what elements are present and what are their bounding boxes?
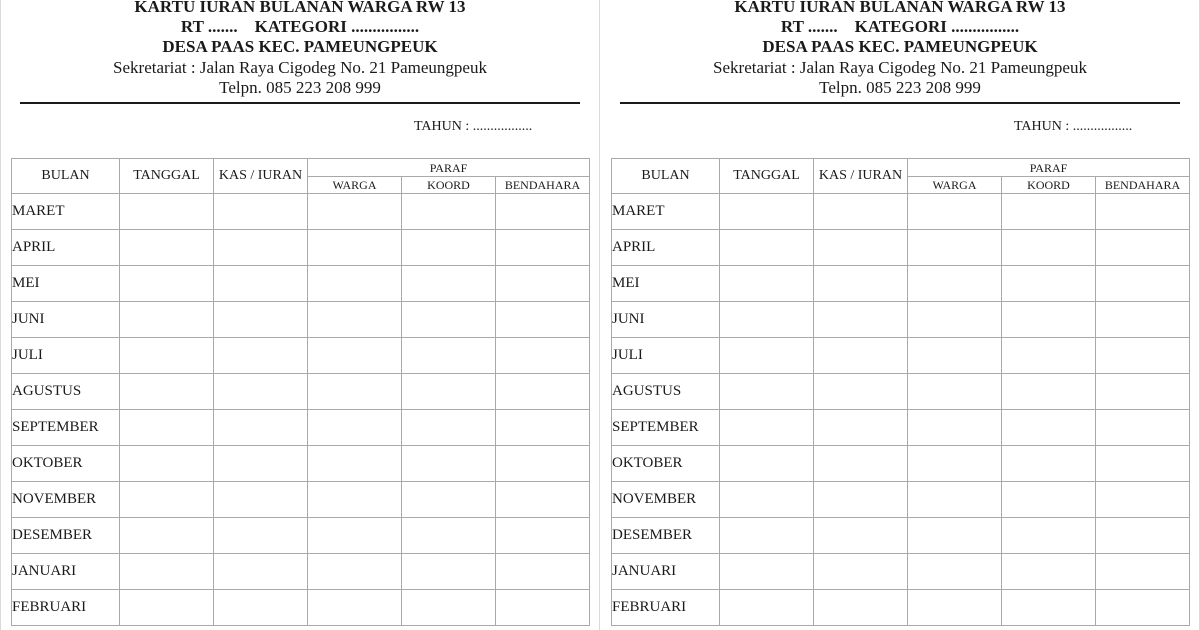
table-row	[612, 302, 1190, 338]
bendahara-paraf-cell	[496, 590, 590, 626]
bendahara-paraf-cell	[496, 266, 590, 302]
kas-cell	[814, 482, 908, 518]
warga-paraf-cell	[308, 446, 402, 482]
koord-paraf-cell	[402, 266, 496, 302]
dues-table	[611, 158, 1190, 626]
kas-cell	[214, 194, 308, 230]
month-label: NOVEMBER	[612, 482, 720, 518]
warga-paraf-cell	[308, 410, 402, 446]
table-row	[612, 266, 1190, 302]
koord-paraf-cell	[402, 482, 496, 518]
table-row	[12, 410, 590, 446]
koord-paraf-cell	[1002, 266, 1096, 302]
warga-paraf-cell	[308, 194, 402, 230]
tanggal-cell	[120, 554, 214, 590]
bendahara-paraf-cell	[496, 446, 590, 482]
warga-paraf-cell	[308, 554, 402, 590]
month-label: NOVEMBER	[12, 482, 120, 518]
tanggal-cell	[720, 230, 814, 266]
kas-cell	[214, 554, 308, 590]
table-row	[12, 482, 590, 518]
column-header-bendahara: BENDAHARA	[496, 177, 590, 194]
table-row	[612, 518, 1190, 554]
warga-paraf-cell	[908, 302, 1002, 338]
month-label: JUNI	[612, 302, 720, 338]
table-row	[612, 194, 1190, 230]
column-header-bendahara: BENDAHARA	[1096, 177, 1190, 194]
column-header-paraf: PARAF	[908, 159, 1190, 177]
table-row	[12, 446, 590, 482]
column-header-paraf: PARAF	[308, 159, 590, 177]
month-label: JUNI	[12, 302, 120, 338]
koord-paraf-cell	[1002, 374, 1096, 410]
month-label: JANUARI	[12, 554, 120, 590]
month-label: JULI	[612, 338, 720, 374]
kas-cell	[814, 230, 908, 266]
table-row	[12, 194, 590, 230]
tanggal-cell	[120, 518, 214, 554]
warga-paraf-cell	[308, 518, 402, 554]
tanggal-cell	[120, 302, 214, 338]
table-row	[12, 230, 590, 266]
month-label: FEBRUARI	[612, 590, 720, 626]
column-header-warga: WARGA	[908, 177, 1002, 194]
warga-paraf-cell	[908, 446, 1002, 482]
month-label: APRIL	[612, 230, 720, 266]
warga-paraf-cell	[908, 518, 1002, 554]
kas-cell	[814, 446, 908, 482]
warga-paraf-cell	[908, 482, 1002, 518]
tanggal-cell	[720, 590, 814, 626]
column-header-kas: KAS / IURAN	[214, 159, 308, 194]
koord-paraf-cell	[1002, 590, 1096, 626]
month-label: MARET	[612, 194, 720, 230]
table-row	[612, 338, 1190, 374]
column-header-kas: KAS / IURAN	[814, 159, 908, 194]
year-field: TAHUN : .................	[414, 119, 533, 134]
card-phone: Telpn. 085 223 208 999	[219, 78, 381, 97]
koord-paraf-cell	[402, 194, 496, 230]
kas-cell	[814, 302, 908, 338]
month-label: SEPTEMBER	[12, 410, 120, 446]
bendahara-paraf-cell	[1096, 410, 1190, 446]
month-label: DESEMBER	[12, 518, 120, 554]
bendahara-paraf-cell	[1096, 194, 1190, 230]
bendahara-paraf-cell	[496, 302, 590, 338]
warga-paraf-cell	[908, 554, 1002, 590]
koord-paraf-cell	[1002, 410, 1096, 446]
koord-paraf-cell	[402, 554, 496, 590]
kas-cell	[814, 266, 908, 302]
table-row	[12, 518, 590, 554]
table-row	[612, 374, 1190, 410]
tanggal-cell	[720, 482, 814, 518]
tanggal-cell	[120, 374, 214, 410]
month-label: APRIL	[12, 230, 120, 266]
tanggal-cell	[120, 230, 214, 266]
tanggal-cell	[720, 338, 814, 374]
kas-cell	[814, 410, 908, 446]
tanggal-cell	[720, 374, 814, 410]
month-label: MEI	[12, 266, 120, 302]
kas-cell	[214, 410, 308, 446]
koord-paraf-cell	[402, 590, 496, 626]
month-label: DESEMBER	[612, 518, 720, 554]
card-phone: Telpn. 085 223 208 999	[819, 78, 981, 97]
tanggal-cell	[120, 338, 214, 374]
table-row	[612, 482, 1190, 518]
month-label: AGUSTUS	[612, 374, 720, 410]
column-header-bulan: BULAN	[12, 159, 120, 194]
tanggal-cell	[720, 446, 814, 482]
bendahara-paraf-cell	[1096, 482, 1190, 518]
koord-paraf-cell	[1002, 338, 1096, 374]
tanggal-cell	[720, 518, 814, 554]
tanggal-cell	[120, 446, 214, 482]
month-label: OKTOBER	[12, 446, 120, 482]
bendahara-paraf-cell	[1096, 302, 1190, 338]
warga-paraf-cell	[908, 374, 1002, 410]
koord-paraf-cell	[1002, 518, 1096, 554]
table-row	[12, 374, 590, 410]
tanggal-cell	[120, 194, 214, 230]
column-header-bulan: BULAN	[612, 159, 720, 194]
month-label: MEI	[612, 266, 720, 302]
header-rule	[620, 102, 1180, 104]
warga-paraf-cell	[308, 338, 402, 374]
warga-paraf-cell	[308, 374, 402, 410]
warga-paraf-cell	[908, 266, 1002, 302]
tanggal-cell	[120, 482, 214, 518]
column-header-koord: KOORD	[1002, 177, 1096, 194]
card-address: Sekretariat : Jalan Raya Cigodeg No. 21 Pameungpeuk	[713, 58, 1087, 77]
koord-paraf-cell	[1002, 230, 1096, 266]
kas-cell	[214, 590, 308, 626]
koord-paraf-cell	[402, 230, 496, 266]
bendahara-paraf-cell	[496, 338, 590, 374]
column-header-warga: WARGA	[308, 177, 402, 194]
koord-paraf-cell	[1002, 302, 1096, 338]
table-row	[612, 410, 1190, 446]
bendahara-paraf-cell	[1096, 338, 1190, 374]
table-row	[12, 266, 590, 302]
kas-cell	[814, 590, 908, 626]
bendahara-paraf-cell	[496, 194, 590, 230]
bendahara-paraf-cell	[496, 482, 590, 518]
bendahara-paraf-cell	[496, 374, 590, 410]
bendahara-paraf-cell	[496, 230, 590, 266]
warga-paraf-cell	[308, 590, 402, 626]
kas-cell	[214, 518, 308, 554]
month-label: JANUARI	[612, 554, 720, 590]
table-row	[12, 338, 590, 374]
card-village: DESA PAAS KEC. PAMEUNGPEUK	[162, 37, 438, 56]
bendahara-paraf-cell	[1096, 266, 1190, 302]
month-label: FEBRUARI	[12, 590, 120, 626]
bendahara-paraf-cell	[496, 410, 590, 446]
bendahara-paraf-cell	[1096, 446, 1190, 482]
kas-cell	[214, 482, 308, 518]
warga-paraf-cell	[908, 590, 1002, 626]
bendahara-paraf-cell	[1096, 554, 1190, 590]
koord-paraf-cell	[1002, 194, 1096, 230]
tanggal-cell	[720, 554, 814, 590]
koord-paraf-cell	[1002, 554, 1096, 590]
tanggal-cell	[720, 410, 814, 446]
bendahara-paraf-cell	[496, 554, 590, 590]
month-label: OKTOBER	[612, 446, 720, 482]
card-title: KARTU IURAN BULANAN WARGA RW 13	[734, 0, 1066, 16]
tanggal-cell	[120, 266, 214, 302]
kas-cell	[214, 374, 308, 410]
table-row	[612, 230, 1190, 266]
koord-paraf-cell	[1002, 446, 1096, 482]
koord-paraf-cell	[402, 410, 496, 446]
header-rule	[20, 102, 580, 104]
kas-cell	[214, 230, 308, 266]
warga-paraf-cell	[308, 482, 402, 518]
table-row	[612, 590, 1190, 626]
tanggal-cell	[120, 410, 214, 446]
warga-paraf-cell	[308, 266, 402, 302]
month-label: JULI	[12, 338, 120, 374]
card-address: Sekretariat : Jalan Raya Cigodeg No. 21 Pameungpeuk	[113, 58, 487, 77]
kas-cell	[214, 338, 308, 374]
warga-paraf-cell	[308, 302, 402, 338]
koord-paraf-cell	[402, 302, 496, 338]
kas-cell	[814, 194, 908, 230]
kas-cell	[814, 338, 908, 374]
month-label: MARET	[12, 194, 120, 230]
warga-paraf-cell	[908, 410, 1002, 446]
card-rt-category: RT ....... KATEGORI ................	[780, 17, 1020, 36]
month-label: SEPTEMBER	[612, 410, 720, 446]
card-village: DESA PAAS KEC. PAMEUNGPEUK	[762, 37, 1038, 56]
warga-paraf-cell	[908, 230, 1002, 266]
bendahara-paraf-cell	[1096, 230, 1190, 266]
month-label: AGUSTUS	[12, 374, 120, 410]
table-row	[612, 446, 1190, 482]
table-row	[612, 554, 1190, 590]
bendahara-paraf-cell	[1096, 518, 1190, 554]
tanggal-cell	[720, 266, 814, 302]
warga-paraf-cell	[908, 338, 1002, 374]
card-title: KARTU IURAN BULANAN WARGA RW 13	[134, 0, 466, 16]
column-header-koord: KOORD	[402, 177, 496, 194]
kas-cell	[814, 554, 908, 590]
koord-paraf-cell	[402, 374, 496, 410]
bendahara-paraf-cell	[496, 518, 590, 554]
koord-paraf-cell	[402, 338, 496, 374]
bendahara-paraf-cell	[1096, 374, 1190, 410]
dues-table	[11, 158, 590, 626]
koord-paraf-cell	[402, 518, 496, 554]
kas-cell	[214, 266, 308, 302]
table-row	[12, 590, 590, 626]
koord-paraf-cell	[1002, 482, 1096, 518]
table-row	[12, 302, 590, 338]
column-header-tanggal: TANGGAL	[120, 159, 214, 194]
bendahara-paraf-cell	[1096, 590, 1190, 626]
kas-cell	[214, 302, 308, 338]
year-field: TAHUN : .................	[1014, 119, 1133, 134]
kas-cell	[814, 518, 908, 554]
warga-paraf-cell	[908, 194, 1002, 230]
tanggal-cell	[120, 590, 214, 626]
tanggal-cell	[720, 194, 814, 230]
tanggal-cell	[720, 302, 814, 338]
table-row	[12, 554, 590, 590]
koord-paraf-cell	[402, 446, 496, 482]
card-rt-category: RT ....... KATEGORI ................	[180, 17, 420, 36]
kas-cell	[214, 446, 308, 482]
kas-cell	[814, 374, 908, 410]
dues-card-right	[600, 0, 1200, 630]
warga-paraf-cell	[308, 230, 402, 266]
column-header-tanggal: TANGGAL	[720, 159, 814, 194]
